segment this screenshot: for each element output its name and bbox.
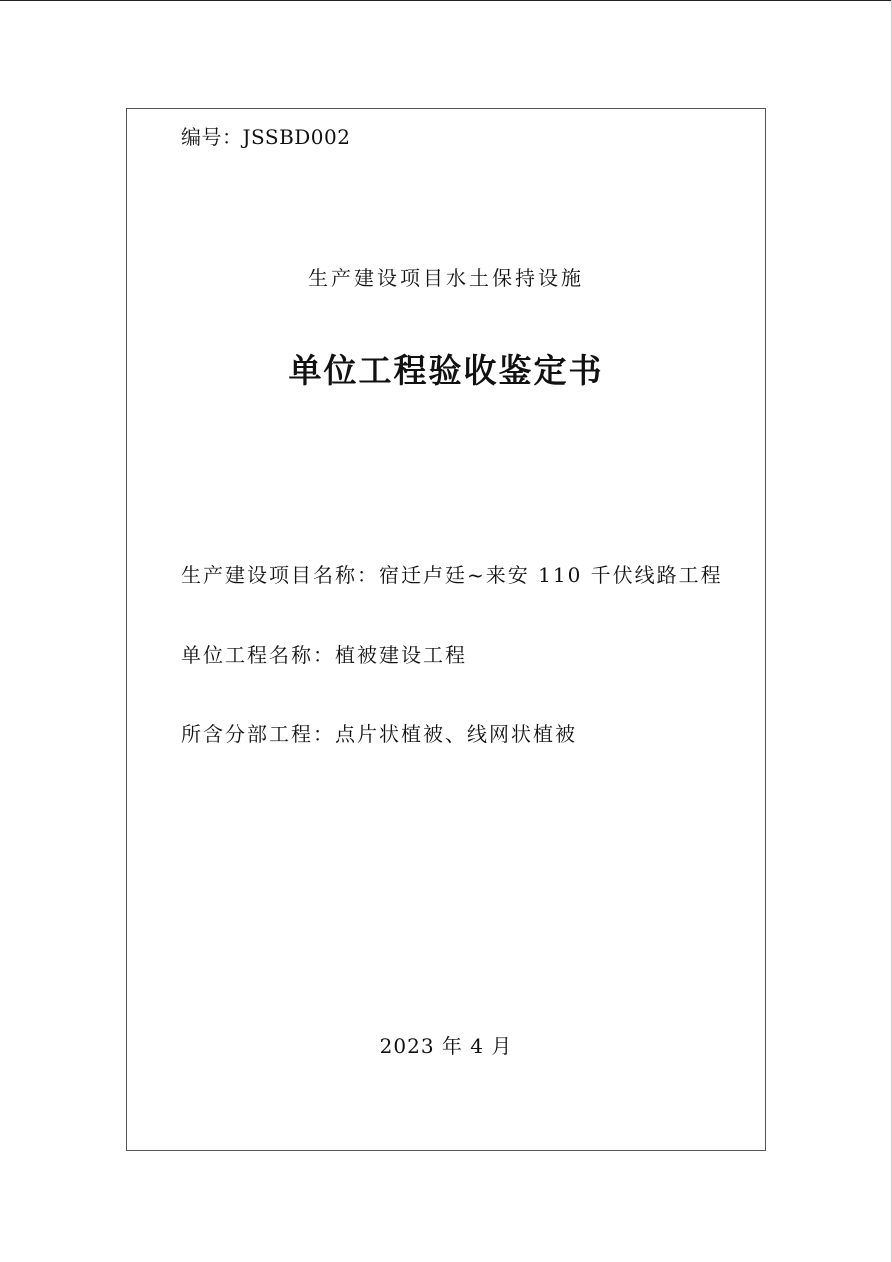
unit-project-label: 单位工程名称：: [181, 643, 335, 667]
project-name-label: 生产建设项目名称：: [181, 563, 379, 587]
document-date: 2023 年 4 月: [379, 1034, 513, 1058]
unit-project-field: [181, 639, 467, 668]
serial-number-label: 编号：: [181, 125, 243, 149]
document-frame: [126, 108, 766, 1151]
sub-projects-value: 点片状植被、线网状植被: [335, 722, 577, 746]
sub-projects-label: 所含分部工程：: [181, 722, 335, 746]
document-subtitle: 生产建设项目水土保持设施: [308, 266, 584, 290]
serial-number: [181, 121, 350, 150]
serial-number-value: JSSBD002: [242, 125, 351, 149]
page-top-rule: [0, 0, 892, 1]
project-name-field: [181, 559, 723, 588]
project-name-value: 宿迁卢廷~来安 110 千伏线路工程: [379, 563, 723, 587]
unit-project-value: 植被建设工程: [335, 643, 467, 667]
sub-projects-field: [181, 718, 577, 747]
document-title: 单位工程验收鉴定书: [288, 351, 604, 390]
